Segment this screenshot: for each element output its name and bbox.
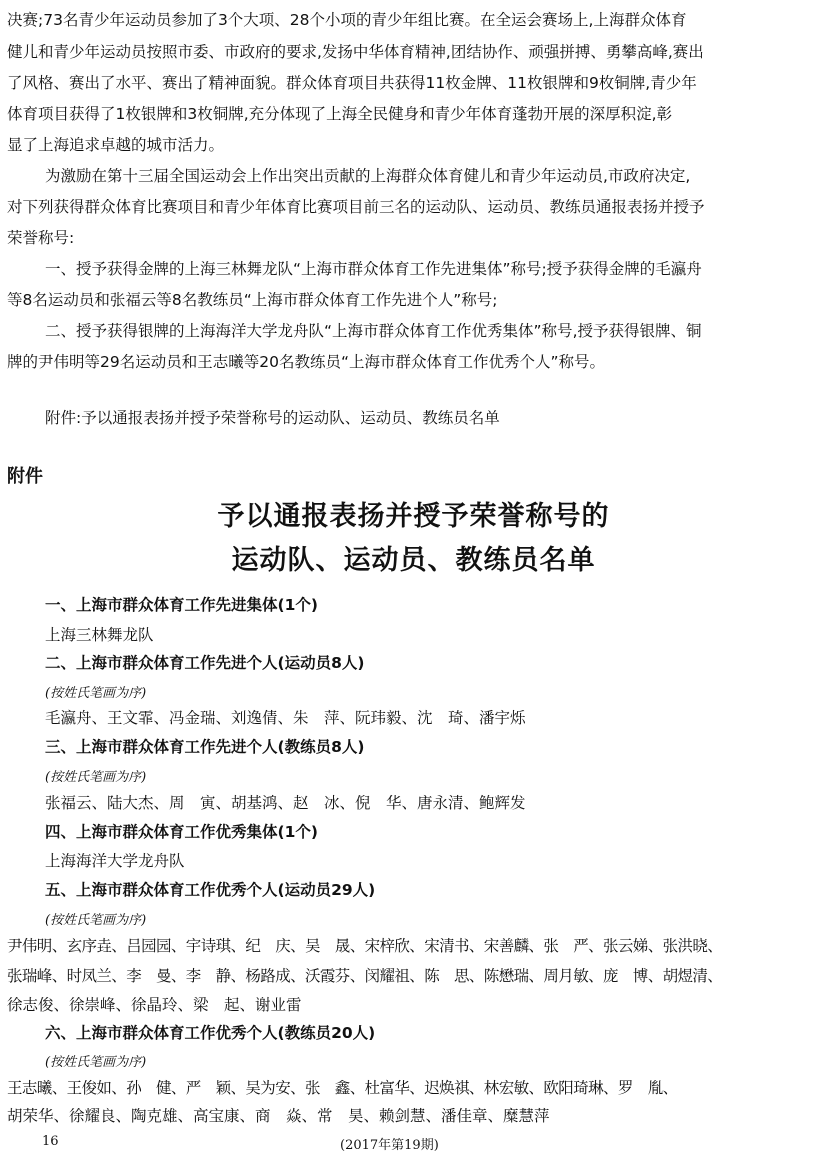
section-5-heading: 五、上海市群众体育工作优秀个人(运动员29人) xyxy=(45,881,376,899)
section-3-content: 张福云、陆大杰、周 寅、胡基鸿、赵 冰、倪 华、唐永清、鲍辉发 xyxy=(45,794,526,812)
section-2-heading: 二、上海市群众体育工作先进个人(运动员8人) xyxy=(45,654,365,672)
section-1-content: 上海三林舞龙队 xyxy=(45,626,154,644)
item1-line-1: 一、授予获得金牌的上海三林舞龙队“上海市群众体育工作先进集体”称号;授予获得金牌的毛瀛舟 xyxy=(45,260,702,278)
page-number: 16 xyxy=(42,1134,59,1149)
section-5-line-1: 尹伟明、玄序垚、吕园园、宇诗琪、纪 庆、吴 晟、宋梓欣、宋清书、宋善麟、张 严、张云娣、张洪晓、 xyxy=(7,937,723,955)
section-6-heading: 六、上海市群众体育工作优秀个人(教练员20人) xyxy=(45,1024,376,1042)
section-5-line-2: 张瑞峰、时凤兰、李 曼、李 静、杨路成、沃霞芬、闵耀祖、陈 思、陈懋瑞、周月敏、庞 博、胡煜清、 xyxy=(7,967,723,985)
section-2-note: (按姓氏笔画为序) xyxy=(45,686,147,701)
section-5-line-3: 徐志俊、徐崇峰、徐晶玲、梁 起、谢业雷 xyxy=(7,996,302,1014)
section-3-heading: 三、上海市群众体育工作先进个人(教练员8人) xyxy=(45,738,365,756)
section-4-content: 上海海洋大学龙舟队 xyxy=(45,852,185,870)
intro-line-3: 了风格、赛出了水平、赛出了精神面貌。群众体育项目共获得11枚金牌、11枚银牌和9枚铜牌,青少年 xyxy=(7,74,697,92)
section-6-line-2: 胡荣华、徐耀良、陶克雄、高宝康、商 焱、常 昊、赖剑慧、潘佳章、糜慧萍 xyxy=(7,1107,550,1125)
section-5-note: (按姓氏笔画为序) xyxy=(45,913,147,928)
section-1-heading: 一、上海市群众体育工作先进集体(1个) xyxy=(45,596,318,614)
item1-line-2: 等8名运动员和张福云等8名教练员“上海市群众体育工作先进个人”称号; xyxy=(7,291,498,309)
attachment-reference: 附件:予以通报表扬并授予荣誉称号的运动队、运动员、教练员名单 xyxy=(45,409,500,427)
list-title-line-2: 运动队、运动员、教练员名单 xyxy=(231,545,596,576)
item2-line-2: 牌的尹伟明等29名运动员和王志曦等20名教练员“上海市群众体育工作优秀个人”称号。 xyxy=(7,353,606,371)
section-6-note: (按姓氏笔画为序) xyxy=(45,1055,147,1070)
decision-line-1: 为激励在第十三届全国运动会上作出突出贡献的上海群众体育健儿和青少年运动员,市政府决定, xyxy=(45,167,691,185)
item2-line-1: 二、授予获得银牌的上海海洋大学龙舟队“上海市群众体育工作优秀集体”称号,授予获得银牌、铜 xyxy=(45,322,702,340)
intro-line-4: 体育项目获得了1枚银牌和3枚铜牌,充分体现了上海全民健身和青少年体育蓬勃开展的深厚积淀,彰 xyxy=(7,105,673,123)
intro-line-2: 健儿和青少年运动员按照市委、市政府的要求,发扬中华体育精神,团结协作、顽强拼搏、勇攀高峰,赛出 xyxy=(7,43,704,61)
section-2-content: 毛瀛舟、王文霏、冯金瑞、刘逸倩、朱 萍、阮玮毅、沈 琦、潘宇烁 xyxy=(45,709,526,727)
decision-line-3: 荣誉称号: xyxy=(7,229,75,247)
attachment-heading: 附件 xyxy=(7,466,43,487)
section-6-line-1: 王志曦、王俊如、孙 健、严 颖、吴为安、张 鑫、杜富华、迟焕祺、林宏敏、欧阳琦琳、罗 胤、 xyxy=(7,1079,678,1097)
section-3-note: (按姓氏笔画为序) xyxy=(45,770,147,785)
section-4-heading: 四、上海市群众体育工作优秀集体(1个) xyxy=(45,823,318,841)
decision-line-2: 对下列获得群众体育比赛项目和青少年体育比赛项目前三名的运动队、运动员、教练员通报表扬并授予 xyxy=(7,198,705,216)
issue-label: (2017年第19期) xyxy=(340,1138,439,1153)
list-title-line-1: 予以通报表扬并授予荣誉称号的 xyxy=(217,501,610,532)
intro-line-5: 显了上海追求卓越的城市活力。 xyxy=(7,136,225,154)
intro-line-1: 决赛;73名青少年运动员参加了3个大项、28个小项的青少年组比赛。在全运会赛场上,上海群众体育 xyxy=(7,11,687,29)
